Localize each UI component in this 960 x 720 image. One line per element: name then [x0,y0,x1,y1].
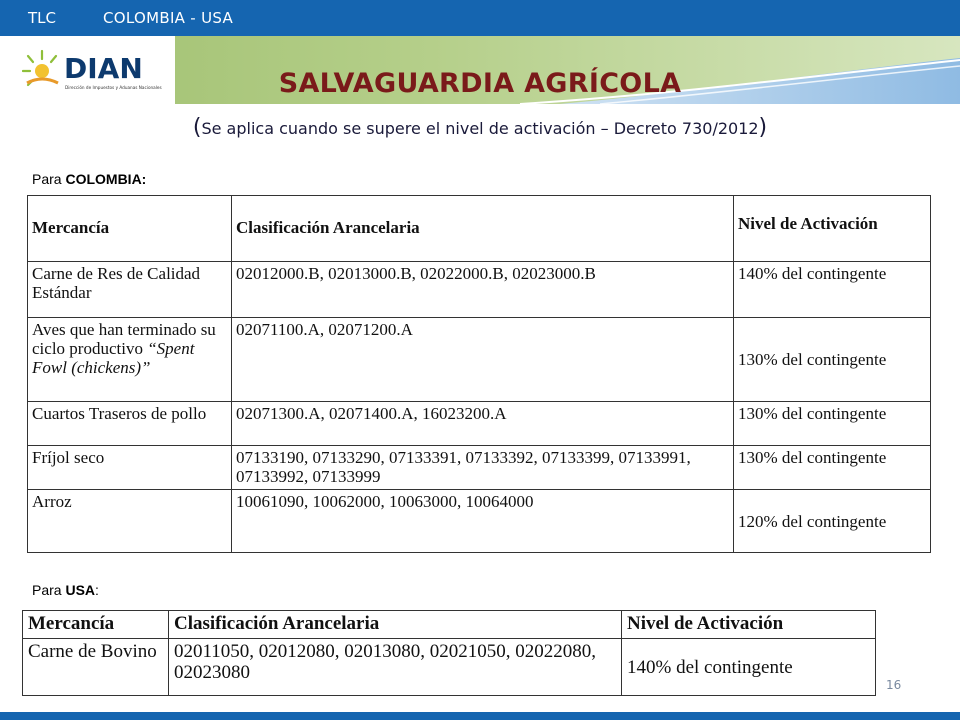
header-mercancia: Mercancía [23,611,169,639]
table-header-row [28,196,931,262]
cell-clasificacion: 02071100.A, 02071200.A [232,318,734,402]
table-row [28,402,931,446]
colombia-label-country: COLOMBIA: [65,171,147,187]
header-nivel: Nivel de Activación [622,611,876,639]
usa-table [22,610,876,696]
page-subtitle [0,115,960,140]
header-nivel: Nivel de Activación [734,196,931,262]
cell-nivel: 140% del contingente [734,262,931,318]
table-row [28,490,931,553]
colombia-table [27,195,931,553]
cell-clasificacion: 02071300.A, 02071400.A, 16023200.A [232,402,734,446]
cell-mercancia-text: Aves que han terminado su ciclo productivo [32,320,216,358]
logo-caption: Dirección de Impuestos y Aduanas Nacionales [65,85,162,90]
cell-clasificacion: 10061090, 10062000, 10063000, 10064000 [232,490,734,553]
cell-mercancia: Arroz [28,490,232,553]
cell-nivel: 140% del contingente [622,639,876,696]
page-title: SALVAGUARDIA AGRÍCOLA [278,68,682,99]
cell-mercancia: Carne de Bovino [23,639,169,696]
usa-label-country: USA [65,582,96,598]
header-mercancia: Mercancía [28,196,232,262]
header-tag: TLC [28,9,56,27]
cell-nivel: 130% del contingente [734,446,931,490]
subtitle-text: Se aplica cuando se supere el nivel de activación – Decreto 730/2012 [201,119,759,138]
top-bar [0,0,960,36]
cell-mercancia [28,318,232,402]
usa-label-prefix: Para [32,582,66,598]
table-row [28,318,931,402]
cell-clasificacion: 07133190, 07133290, 07133391, 07133392, 07133399, 07133991, 07133992, 07133999 [232,446,734,490]
cell-clasificacion: 02012000.B, 02013000.B, 02022000.B, 02023000.B [232,262,734,318]
header-clasificacion: Clasificación Arancelaria [169,611,622,639]
usa-label-suffix: : [95,582,99,598]
table-row [28,446,931,490]
cell-mercancia-italic: “Spent Fowl (chickens)” [32,339,195,377]
subtitle-close: ) [758,115,768,140]
cell-nivel: 120% del contingente [734,490,931,553]
page-number: 16 [886,678,902,692]
subtitle-open: ( [192,115,202,140]
table-row [28,262,931,318]
cell-nivel: 130% del contingente [734,402,931,446]
colombia-label-prefix: Para [32,171,66,187]
cell-mercancia: Fríjol seco [28,446,232,490]
cell-clasificacion: 02011050, 02012080, 02013080, 02021050, 02022080, 02023080 [169,639,622,696]
header-clasificacion: Clasificación Arancelaria [232,196,734,262]
cell-mercancia: Cuartos Traseros de pollo [28,402,232,446]
table-header-row [23,611,876,639]
cell-mercancia: Carne de Res de Calidad Estándar [28,262,232,318]
logo-text: DIAN [64,52,143,85]
bottom-bar [0,712,960,720]
cell-nivel: 130% del contingente [734,318,931,402]
usa-label [32,582,99,598]
table-row [23,639,876,696]
colombia-label [32,171,146,187]
header-countries: COLOMBIA - USA [103,9,234,27]
